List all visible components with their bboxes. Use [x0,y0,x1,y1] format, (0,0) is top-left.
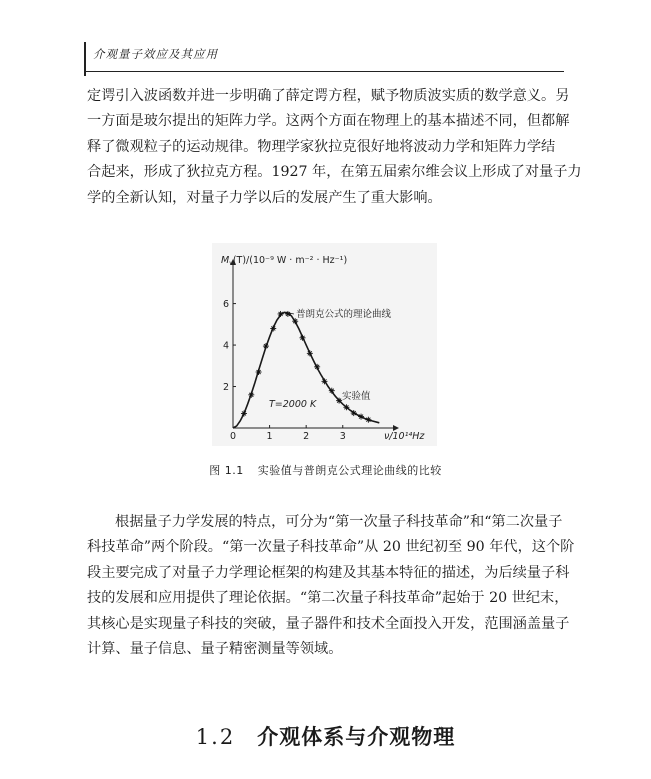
paragraph-2 [87,510,575,662]
running-head-horizontal-rule [84,71,564,72]
section-heading [0,721,651,751]
running-head [84,42,564,76]
data-point [278,311,284,317]
figure-caption-number: 图 1.1 [209,464,244,477]
x-axis-label: ν/10¹⁴Hz [384,431,425,442]
figure-planck-curve [212,243,437,446]
y-tick-label: 4 [222,340,229,352]
temperature-annotation: T=2000 K [269,399,317,410]
paragraph-line: 技的发展和应用提供了理论依据。“第二次量子科技革命”起始于 20 世纪末， [87,590,569,607]
section-title-text: 介观体系与介观物理 [257,724,456,749]
planck-theory-curve [233,312,379,428]
data-point [256,369,262,375]
y-axis-label: $M_\nu(T)/(10^{-9}$ W · m⁻² · Hz⁻¹) [221,255,348,267]
data-point [248,392,254,398]
x-tick-label: 3 [339,431,346,442]
running-head-title: 介观量子效应及其应用 [93,47,218,61]
paragraph-line: 段主要完成了对量子力学理论框架的构建及其基本特征的描述，为后续量子科 [87,564,570,581]
data-point [365,417,371,423]
paragraph-line: 科技革命”两个阶段。“第一次量子科技革命”从 20 世纪初至 90 年代，这个阶 [87,539,575,556]
planck-chart [212,243,437,446]
paragraph-line: 定谔引入波函数并进一步明确了薛定谔方程，赋予物质波实质的数学意义。另 [87,88,570,104]
y-tick-label: 2 [222,382,229,394]
paragraph-line: 其核心是实现量子科技的突破，量子器件和技术全面投入开发，范围涵盖量子 [87,615,570,632]
data-point [263,343,269,349]
data-annotation: 实验值 [342,391,371,402]
x-tick-label: 0 [229,431,237,442]
curve-annotation: 普朗克公式的理论曲线 [296,309,392,320]
chart-curve-group [233,312,379,428]
data-point [358,414,364,420]
chart-ticks [223,299,346,442]
figure-caption-text: 实验值与普朗克公式理论曲线的比较 [257,464,442,477]
paragraph-1 [87,84,582,211]
paragraph-line: 计算、量子信息、量子精密测量等领域。 [87,641,343,658]
paragraph-line: 释了微观粒子的运动规律。物理学家狄拉克很好地将波动力学和矩阵力学结 [87,138,556,155]
data-point [307,350,313,356]
paragraph-line: 学的全新认知，对量子力学以后的发展产生了重大影响。 [87,189,442,206]
paragraph-line: 根据量子力学发展的特点，可分为“第一次量子科技革命”和“第二次量子 [115,514,563,530]
y-tick-label: 6 [222,299,229,311]
paragraph-line: 合起来，形成了狄拉克方程。1927 年，在第五届索尔维会议上形成了对量子力 [87,164,582,181]
figure-caption [0,462,651,478]
data-point [270,325,276,331]
data-point [241,410,247,416]
paragraph-line: 一方面是玻尔提出的矩阵力学。这两个方面在物理上的基本描述不同，但都解 [87,113,570,130]
x-tick-label: 1 [266,431,273,442]
section-number: 1.2 [195,725,236,749]
x-tick-label: 2 [303,431,310,442]
